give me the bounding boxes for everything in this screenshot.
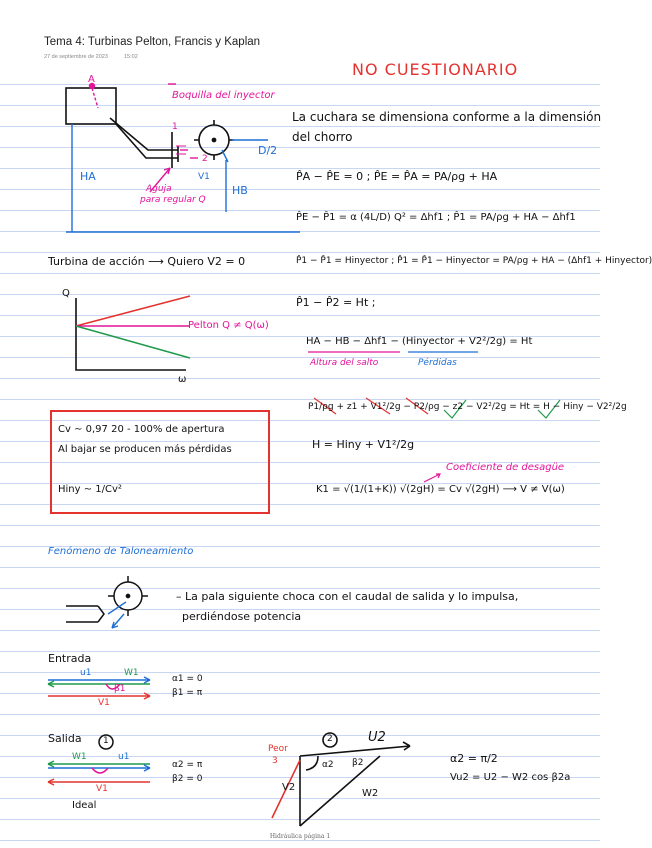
label-aguja: Aguja [146,184,172,194]
label-altura-salto: Altura del salto [310,358,379,368]
entrada-u1: u1 [80,668,92,678]
label-v1: V1 [198,172,210,182]
entrada-beta1: β1 [114,684,126,694]
label-boquilla: Boquilla del inyector [172,90,275,101]
taloneamiento-diagram [66,576,148,622]
salida-u1: u1 [118,752,130,762]
salida-beta2: β2 [352,758,364,768]
page-title: Tema 4: Turbinas Pelton, Francis y Kaplan [44,36,261,48]
salida-eq-alpha: α2 = π/2 [450,752,498,765]
salida-circle-2: 2 [327,734,333,744]
label-d2: D/2 [258,144,278,157]
salida-peor-num: 3 [272,756,278,766]
equation-6: P1/ρg + z1 + V1²/2g − P2/ρg − z2 − V2²/2g = Ht = H − Hiny − V2²/2g [308,402,627,412]
label-a: A [88,74,95,85]
label-point-1: 1 [172,122,178,132]
note-cuchara: La cuchara se dimensiona conforme a la dimensión [292,110,602,124]
page-footer: Hidráulica página 1 [269,833,331,840]
salida-ideal: Ideal [72,800,97,811]
equation-3: P̂1 − P̂1 = Hinyector ; P̂1 = P̂1 − Hinyector = PA/ρg + HA − (Δhf1 + Hinyector) [296,256,652,266]
entrada-beta: β1 = π [172,688,203,698]
turbina-accion-line: Turbina de acción ⟶ Quiero V2 = 0 [48,255,246,268]
salida-eq-vu: Vu2 = U2 − W2 cos β2a [450,772,571,783]
graph-axis-omega: ω [178,374,187,385]
salida-peor: Peor [268,744,288,754]
entrada-w1: W1 [124,668,139,678]
heading-entrada: Entrada [48,652,92,665]
entrada-v1: V1 [98,698,110,708]
label-coeficiente-desague: Coeficiente de desagüe [446,462,565,473]
equation-4: P̂1 − P̂2 = Ht ; [296,296,376,309]
entrada-alpha: α1 = 0 [172,674,203,684]
label-ha: HA [80,170,96,183]
q-omega-graph [76,296,190,370]
equation-1: P̂A − P̂E = 0 ; P̂E = P̂A = PA/ρg + HA [296,170,498,183]
label-perdidas: Pérdidas [418,358,457,368]
equation-7: H = Hiny + V1²/2g [312,438,415,451]
taloneamiento-text-2: perdiéndose potencia [182,610,302,623]
equation-8: K1 = √(1/(1+K)) √(2gH) = Cv √(2gH) ⟶ V ≠ V(ω) [316,484,565,495]
box-line-1: Cv ∼ 0,97 20 - 100% de apertura [58,424,225,435]
salida-alpha: α2 = π [172,760,203,770]
salida-w1: W1 [72,752,87,762]
salida-v1: V1 [96,784,108,794]
salida-beta: β2 = 0 [172,774,203,784]
label-hb: HB [232,184,248,197]
label-point-2: 2 [202,154,208,164]
salida-circle-1: 1 [103,736,109,746]
label-regular-q: para regular Q [140,195,206,205]
label-pelton: Pelton Q ≠ Q(ω) [188,320,269,331]
salida-u2: U2 [368,730,386,745]
box-line-3: Hiny ∼ 1/Cv² [58,484,122,495]
salida-w2: W2 [362,788,379,799]
page-time: 15:02 [124,54,138,60]
box-line-2: Al bajar se producen más pérdidas [58,444,232,455]
note-chorro: del chorro [292,130,353,144]
no-cuestionario-stamp: NO CUESTIONARIO [352,60,519,79]
heading-taloneamiento: Fenómeno de Taloneamiento [48,546,194,557]
salida-v2: V2 [282,782,296,793]
page-date: 27 de septiembre de 2023 [44,54,108,60]
entrada-velocity-triangle [48,677,150,699]
equation-5: HA − HB − Δhf1 − (Hinyector + V2²/2g) = Ht [306,336,533,347]
salida-velocity-triangle-2 [272,733,410,826]
salida-alpha2: α2 [322,760,334,770]
equation-2: P̂E − P̂1 = α (4L/D) Q² = Δhf1 ; P̂1 = PA/ρg + HA − Δhf1 [296,212,576,223]
heading-salida: Salida [48,732,82,745]
taloneamiento-text-1: – La pala siguiente choca con el caudal de salida y lo impulsa, [176,590,519,603]
graph-axis-q: Q [62,288,70,299]
